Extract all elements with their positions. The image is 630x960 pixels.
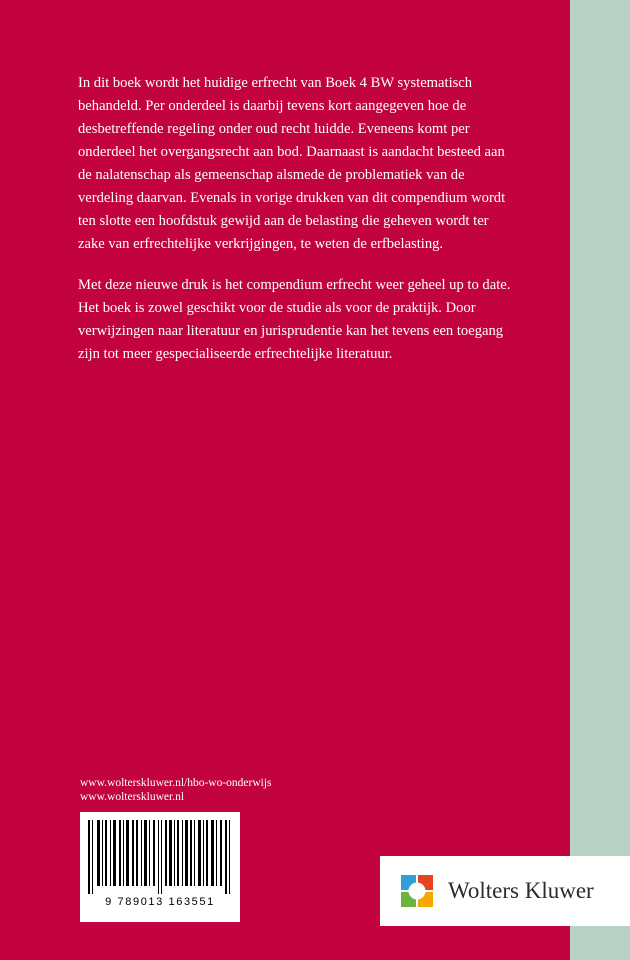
barcode-number: 9 789013 163551: [105, 896, 215, 908]
blurb-paragraph-2: Met deze nieuwe druk is het compendium erfrecht weer geheel up to date. Het boek is zowel geschikt voor de studie als voor de praktijk. Door verwijzingen naar literatuur en jurisprudentie kan het tevens een toegang zijn tot meer gespecialiseerde erfrechtelijke literatuur.: [78, 277, 511, 362]
publisher-name: Wolters Kluwer: [448, 878, 594, 903]
publisher-urls: [80, 776, 272, 804]
url-wolterskluwer[interactable]: www.wolterskluwer.nl: [80, 791, 185, 803]
wolters-kluwer-logo-icon: [400, 874, 434, 908]
spine-band: [570, 0, 630, 960]
publisher-block: [380, 856, 630, 926]
ean-13-barcode: [86, 820, 234, 894]
barcode-block: [80, 812, 240, 922]
blurb-text: [78, 72, 516, 366]
blurb-paragraph-1: In dit boek wordt het huidige erfrecht van Boek 4 BW systematisch behandeld. Per onderdeel is daarbij tevens kort aangegeven hoe de desbetreffende regeling onder oud recht luidde. Eveneens komt per onderdeel het overgangsrecht aan bod. Daarnaast is aandacht besteed aan de nalatenschap als gemeenschap alsmede de problematiek van de verdeling daarvan. Evenals in vorige drukken van dit compendium wordt ten slotte een hoofdstuk gewijd aan de belasting die geheven wordt ter zake van erfrechtelijke verkrijgingen, te weten de erfbelasting.: [78, 75, 506, 252]
url-hbo-wo-onderwijs[interactable]: www.wolterskluwer.nl/hbo-wo-onderwijs: [80, 777, 272, 789]
